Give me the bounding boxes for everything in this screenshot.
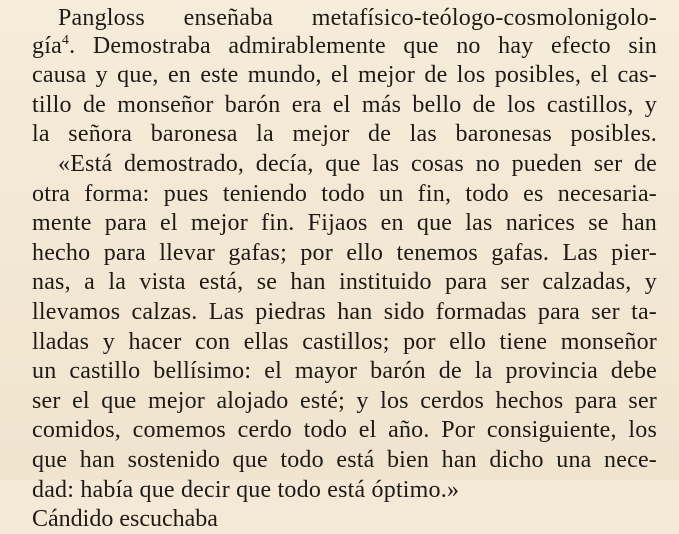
text-line: tillo de monseñor barón era el más bello de los castillos, y: [32, 91, 657, 118]
text-line: dad: había que decir que todo está óptimo.»: [32, 476, 460, 503]
text-line: Pangloss enseñaba metafísico-teólogo-cosmolonigolo-: [58, 5, 657, 31]
text-line: causa y que, en este mundo, el mejor de los posibles, el cas-: [32, 62, 657, 89]
text-fragment: . Demostraba admirablemente que no hay efecto sin: [69, 32, 657, 59]
text-line: hecho para llevar gafas; por ello tenemos gafas. Las pier-: [32, 239, 657, 266]
text-line: la señora baronesa la mejor de las baronesas posibles.: [32, 121, 657, 148]
text-line: llevamos calzas. Las piedras han sido formadas para ser ta-: [32, 299, 657, 325]
text-line: mente para el mejor fin. Fijaos en que las narices se han: [32, 210, 657, 237]
text-line: un castillo bellísimo: el mayor barón de la provincia debe: [32, 358, 657, 385]
text-fragment: gía: [32, 32, 62, 59]
text-line: ser el que mejor alojado esté; y los cerdos hechos para ser: [32, 387, 657, 414]
cut-off-line: Cándido escuchaba: [32, 506, 218, 533]
footnote-marker: 4: [61, 32, 70, 48]
text-line: lladas y hacer con ellas castillos; por ello tiene monseñor: [32, 328, 657, 355]
text-line: otra forma: pues teniendo todo un fin, todo es necesaria-: [32, 180, 657, 207]
text-line: nas, a la vista está, se han instituido para ser calzadas, y: [32, 269, 657, 296]
text-line: «Está demostrado, decía, que las cosas no pueden ser de: [58, 151, 657, 177]
text-line: que han sostenido que todo está bien han dicho una nece-: [32, 447, 657, 473]
text-line: [32, 31, 657, 61]
text-line: comidos, comemos cerdo todo el año. Por consiguiente, los: [32, 417, 657, 444]
